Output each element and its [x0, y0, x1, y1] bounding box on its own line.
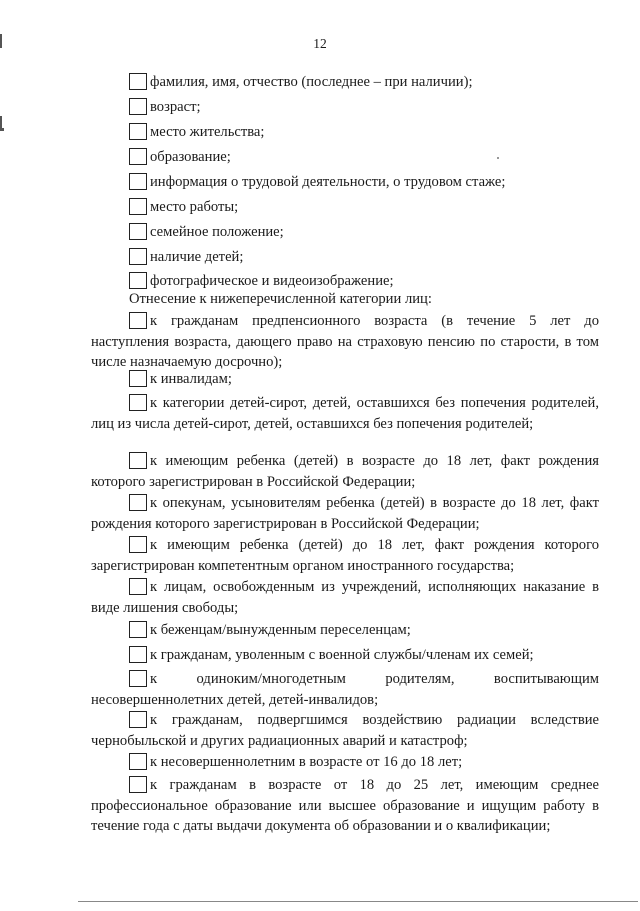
category-item — [91, 620, 599, 641]
page-number: 12 — [313, 36, 327, 51]
margin-mark — [0, 128, 4, 131]
item-text: наличие детей; — [150, 249, 244, 265]
list-item — [91, 147, 637, 168]
scan-speck — [497, 157, 499, 159]
checkbox[interactable] — [129, 223, 147, 240]
category-text: к гражданам в возрасте от 18 до 25 лет, имеющим среднее профессиональное образование или высшее образование и ищущим работу в течение года с даты выдачи документа об образовании и о квалификации; — [91, 777, 599, 834]
checkbox[interactable] — [129, 394, 147, 411]
category-item — [91, 451, 599, 492]
list-item — [91, 197, 637, 218]
scan-edge-line — [78, 901, 638, 902]
checkbox[interactable] — [129, 578, 147, 595]
list-item — [91, 172, 637, 193]
checkbox[interactable] — [129, 494, 147, 511]
checkbox[interactable] — [129, 98, 147, 115]
item-text: фамилия, имя, отчество (последнее – при наличии); — [150, 74, 473, 90]
category-item — [91, 577, 599, 618]
list-item — [91, 97, 637, 118]
category-item — [91, 775, 599, 837]
checkbox[interactable] — [129, 198, 147, 215]
checkbox[interactable] — [129, 148, 147, 165]
category-item — [91, 311, 599, 373]
category-text: к гражданам, подвергшимся воздействию радиации вследствие чернобыльской и других радиационных аварий и катастроф; — [91, 712, 599, 749]
checkbox[interactable] — [129, 173, 147, 190]
category-text: к опекунам, усыновителям ребенка (детей) в возрасте до 18 лет, факт рождения которого зарегистрирован в Российской Федерации; — [91, 495, 599, 532]
category-item — [91, 535, 599, 576]
checkbox[interactable] — [129, 73, 147, 90]
category-item — [91, 369, 599, 390]
checkbox[interactable] — [129, 753, 147, 770]
list-item — [91, 122, 637, 143]
category-text: к лицам, освобожденным из учреждений, исполняющих наказание в виде лишения свободы; — [91, 579, 599, 616]
category-text: к одиноким/многодетным родителям, воспитывающим несовершеннолетних детей, детей-инвалидов; — [91, 671, 599, 708]
item-text: место работы; — [150, 199, 239, 215]
category-item — [91, 645, 599, 666]
category-text: к несовершеннолетним в возрасте от 16 до 18 лет; — [150, 754, 463, 770]
list-item — [91, 247, 637, 268]
category-item — [91, 669, 599, 710]
checkbox[interactable] — [129, 621, 147, 638]
list-item — [91, 222, 637, 243]
category-heading: Отнесение к нижеперечисленной категории лиц: — [129, 291, 432, 307]
item-text: место жительства; — [150, 124, 265, 140]
category-item — [91, 493, 599, 534]
checkbox[interactable] — [129, 646, 147, 663]
checkbox[interactable] — [129, 452, 147, 469]
checkbox[interactable] — [129, 248, 147, 265]
item-text: фотографическое и видеоизображение; — [150, 273, 394, 289]
checkbox[interactable] — [129, 536, 147, 553]
category-text: к гражданам, уволенным с военной службы/членам их семей; — [150, 647, 534, 663]
item-text: образование; — [150, 149, 231, 165]
category-text: к категории детей-сирот, детей, оставшихся без попечения родителей, лиц из числа детей-сирот, детей, оставшихся без попечения родителей; — [91, 395, 599, 432]
item-text: информация о трудовой деятельности, о трудовом стаже; — [150, 174, 506, 190]
category-text: к инвалидам; — [150, 371, 232, 387]
list-item — [91, 72, 637, 93]
checkbox[interactable] — [129, 670, 147, 687]
checkbox[interactable] — [129, 272, 147, 289]
category-text: к гражданам предпенсионного возраста (в течение 5 лет до наступления возраста, дающего право на страховую пенсию по старости, в том числе назначаемую досрочно); — [91, 313, 599, 370]
checkbox[interactable] — [129, 776, 147, 793]
category-item — [91, 752, 599, 773]
category-text: к имеющим ребенка (детей) до 18 лет, факт рождения которого зарегистрирован компетентным органом иностранного государства; — [91, 537, 599, 574]
item-text: семейное положение; — [150, 224, 284, 240]
checkbox[interactable] — [129, 370, 147, 387]
category-text: к имеющим ребенка (детей) в возрасте до 18 лет, факт рождения которого зарегистрирован в Российской Федерации; — [91, 453, 599, 490]
checkbox[interactable] — [129, 123, 147, 140]
category-item — [91, 393, 599, 434]
checkbox[interactable] — [129, 312, 147, 329]
checkbox[interactable] — [129, 711, 147, 728]
category-text: к беженцам/вынужденным переселенцам; — [150, 622, 411, 638]
category-item — [91, 710, 599, 751]
item-text: возраст; — [150, 99, 201, 115]
